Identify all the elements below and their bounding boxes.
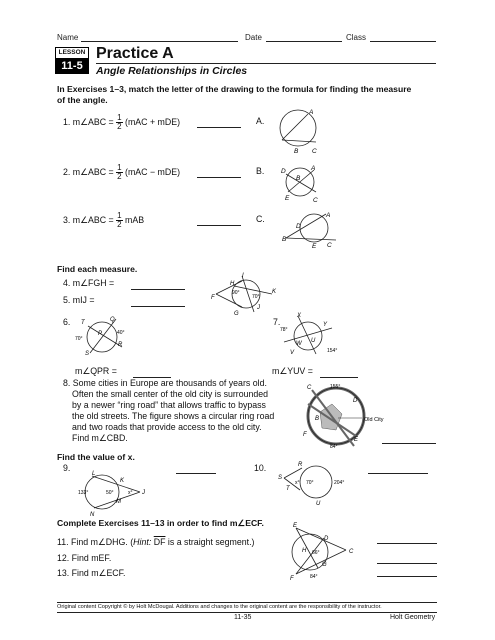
fig-b-label-c: C — [313, 197, 318, 204]
exercise-3-fraction: $\frac{1}{2}$ — [117, 211, 122, 229]
fig7-label-w: W — [296, 341, 302, 347]
fig7-label-154: 154° — [327, 348, 338, 354]
exercise-1-number: 1. — [63, 116, 71, 127]
exercise-10-blank[interactable] — [368, 473, 428, 474]
figure-7 — [278, 310, 352, 358]
exercise-5-blank[interactable] — [131, 306, 185, 307]
exercise-4: 4. m∠FGH = — [63, 278, 115, 288]
fig8-label-d: D — [353, 398, 358, 404]
fig7-label-x: X — [297, 313, 302, 319]
fig7-label-u: U — [311, 338, 316, 344]
name-blank[interactable] — [81, 41, 238, 42]
date-blank[interactable] — [266, 41, 342, 42]
exercise-3-blank[interactable] — [197, 225, 241, 226]
exercise-13-blank[interactable] — [377, 576, 437, 577]
exercise-1-rhs: (mAC + mDE) — [125, 116, 181, 127]
footer-page-number: 11-35 — [234, 614, 252, 621]
lesson-number: 11-5 — [55, 59, 89, 74]
fig6-label-t: T — [81, 320, 85, 326]
exercise-6-answer: m∠QPR = — [75, 366, 117, 376]
fig9-label-x: x° — [128, 490, 133, 496]
fig8-label-e: E — [354, 437, 359, 443]
fig6-label-70: 70° — [75, 336, 83, 342]
exercise-2-rhs: (mAC − mDE) — [125, 166, 181, 177]
fig8-label-b: B — [315, 416, 320, 422]
fig10-label-s: S — [278, 475, 283, 481]
fig10-label-x: x° — [295, 480, 300, 486]
exercise-11-segment: $\overline{DF}$ — [153, 537, 166, 547]
fig8-label-f: F — [303, 432, 307, 438]
figure-9 — [80, 464, 160, 518]
fig6-label-q: Q — [110, 317, 115, 323]
fig11-label-d: D — [324, 536, 329, 542]
exercise-11-hint: Hint: — [133, 537, 152, 547]
figure-a — [270, 104, 330, 160]
fig-a-label-a: A — [309, 109, 314, 116]
choice-a-label: A. — [256, 116, 265, 126]
fig-a-label-c: C — [312, 148, 317, 155]
fig45-label-j: J — [257, 305, 260, 311]
exercise-1-lhs: m∠ABC = — [72, 116, 114, 127]
exercise-8-line-6: Find m∠CBD. — [72, 433, 128, 443]
fig8-label-155: 155° — [330, 384, 341, 390]
page-subtitle: Angle Relationships in Circles — [96, 65, 248, 77]
fig11-label-66: 66° — [312, 550, 320, 556]
fig9-label-50: 50° — [106, 490, 114, 496]
fig45-label-f: F — [211, 295, 215, 301]
figure-6 — [76, 313, 140, 359]
exercise-11-text-end: is a straight segment.) — [167, 537, 255, 547]
fig11-label-c: C — [349, 549, 354, 555]
fig-b-label-d: D — [281, 168, 286, 175]
exercise-2-fraction: $\frac{1}{2}$ — [117, 163, 122, 181]
fig6-label-p: P — [98, 331, 103, 337]
exercise-13: 13. Find m∠ECF. — [57, 568, 126, 578]
fig6-label-r: R — [118, 342, 123, 348]
exercise-9-blank[interactable] — [176, 473, 216, 474]
section3-heading: Find the value of x. — [57, 452, 135, 462]
fig-c-label-d: D — [296, 223, 301, 230]
exercise-8-line-2: Often the small center of the old city is surrounded — [72, 389, 269, 399]
fig6-label-s: S — [85, 351, 90, 357]
exercise-9-number: 9. — [63, 463, 71, 473]
class-blank[interactable] — [370, 41, 436, 42]
fig-c-label-c: C — [327, 242, 332, 249]
exercise-2-blank[interactable] — [197, 177, 241, 178]
footer-rule-2 — [57, 612, 437, 613]
exercise-2 — [63, 164, 180, 181]
fig10-label-204: 204° — [334, 480, 345, 486]
fig45-label-g: G — [234, 311, 239, 317]
section1-instructions: In Exercises 1–3, match the letter of the drawing to the formula for finding the measure of the angle. — [57, 84, 412, 105]
exercise-8-line-3: by a newer “ring road” that allows traffic to bypass — [72, 400, 266, 410]
fig45-label-90: 90° — [232, 290, 240, 296]
fig8-label-84: 84° — [330, 444, 338, 450]
fig9-label-k: K — [120, 478, 125, 484]
footer-copyright: Original content Copyright © by Holt McDougal. Additions and changes to the original content are the responsibility of the instructor. — [57, 604, 382, 610]
fig-b-label-e: E — [285, 195, 290, 202]
exercise-5: 5. mIJ = — [63, 295, 95, 305]
figure-10 — [276, 460, 356, 512]
page-title: Practice A — [96, 45, 174, 62]
fig-c-label-b: B — [282, 236, 287, 243]
exercise-8-line-5: and two roads that provide access to the old city. — [72, 422, 262, 432]
fig45-label-i: I — [242, 273, 244, 279]
figure-c — [280, 208, 350, 254]
lesson-label: LESSON — [55, 47, 89, 59]
fig-c-label-e: E — [312, 243, 317, 250]
fig10-label-t: T — [286, 486, 290, 492]
fig11-label-84: 84° — [310, 574, 318, 580]
name-label: Name — [57, 33, 79, 42]
choice-c-label: C. — [256, 214, 265, 224]
exercise-4-blank[interactable] — [131, 289, 185, 290]
exercise-6-number: 6. — [63, 317, 71, 327]
fig11-label-h: H — [302, 548, 307, 554]
exercise-12: 12. Find mEF. — [57, 553, 112, 563]
exercise-3-lhs: m∠ABC = — [72, 214, 114, 225]
exercise-8-line-4: the old streets. The figure shows a circular ring road — [72, 411, 275, 421]
fig8-label-c: C — [307, 385, 312, 391]
choice-b-label: B. — [256, 166, 265, 176]
footer-book-title: Holt Geometry — [390, 614, 436, 621]
fig7-label-y: Y — [323, 322, 328, 328]
class-label: Class — [346, 33, 367, 42]
figure-b — [276, 160, 336, 208]
exercise-1 — [63, 114, 180, 131]
exercise-11-text: 11. Find m∠DHG. ( — [57, 537, 134, 547]
exercise-11 — [57, 537, 254, 548]
exercise-10-number: 10. — [254, 463, 267, 473]
exercise-11-blank[interactable] — [377, 543, 437, 544]
fig11-label-e: E — [293, 523, 298, 529]
exercise-2-number: 2. — [63, 166, 71, 177]
exercise-7-number: 7. — [273, 317, 281, 327]
exercise-8-line-1: 8. Some cities in Europe are thousands of years old. — [63, 378, 267, 388]
exercise-3-rhs: mAB — [125, 214, 145, 225]
exercise-2-lhs: m∠ABC = — [72, 166, 114, 177]
fig9-label-n: N — [90, 512, 95, 518]
figure-11-13 — [282, 520, 368, 582]
fig-b-label-a: A — [311, 165, 316, 172]
exercise-3-number: 3. — [63, 214, 71, 225]
footer-rule — [57, 602, 437, 603]
fig9-label-l: L — [92, 471, 96, 477]
fig9-label-m: M — [116, 499, 121, 505]
fig11-label-f: F — [290, 576, 294, 582]
figure-8-ring-road — [300, 378, 440, 472]
exercise-1-blank[interactable] — [197, 127, 241, 128]
fig10-label-r: R — [298, 462, 303, 468]
fig-c-label-a: A — [326, 212, 331, 219]
section2-heading: Find each measure. — [57, 264, 138, 274]
exercise-3 — [63, 212, 144, 229]
title-rule — [96, 63, 436, 64]
fig45-label-h: H — [230, 281, 235, 287]
fig45-label-k: K — [272, 289, 277, 295]
lesson-badge — [55, 47, 89, 74]
fig7-label-v: V — [290, 350, 295, 356]
fig-b-label-b: B — [296, 175, 301, 182]
fig6-label-40: 40° — [117, 330, 125, 336]
exercise-7-answer: m∠YUV = — [272, 366, 313, 376]
exercise-12-blank[interactable] — [377, 563, 437, 564]
date-label: Date — [245, 33, 262, 42]
fig9-label-133: 133° — [78, 490, 89, 496]
fig8-label-old-city: Old City — [364, 417, 384, 423]
fig10-label-70: 70° — [306, 480, 314, 486]
fig10-label-u: U — [316, 501, 321, 507]
figure-4-5 — [208, 272, 288, 318]
fig7-label-78: 78° — [280, 327, 288, 333]
section4-heading: Complete Exercises 11–13 in order to find m∠ECF. — [57, 518, 264, 528]
fig-a-label-b: B — [294, 148, 299, 155]
exercise-8 — [63, 378, 307, 444]
fig11-label-g: G — [322, 562, 327, 568]
fig9-label-j: J — [142, 490, 145, 496]
exercise-1-fraction: $\frac{1}{2}$ — [117, 113, 122, 131]
fig45-label-70: 70° — [252, 294, 260, 300]
